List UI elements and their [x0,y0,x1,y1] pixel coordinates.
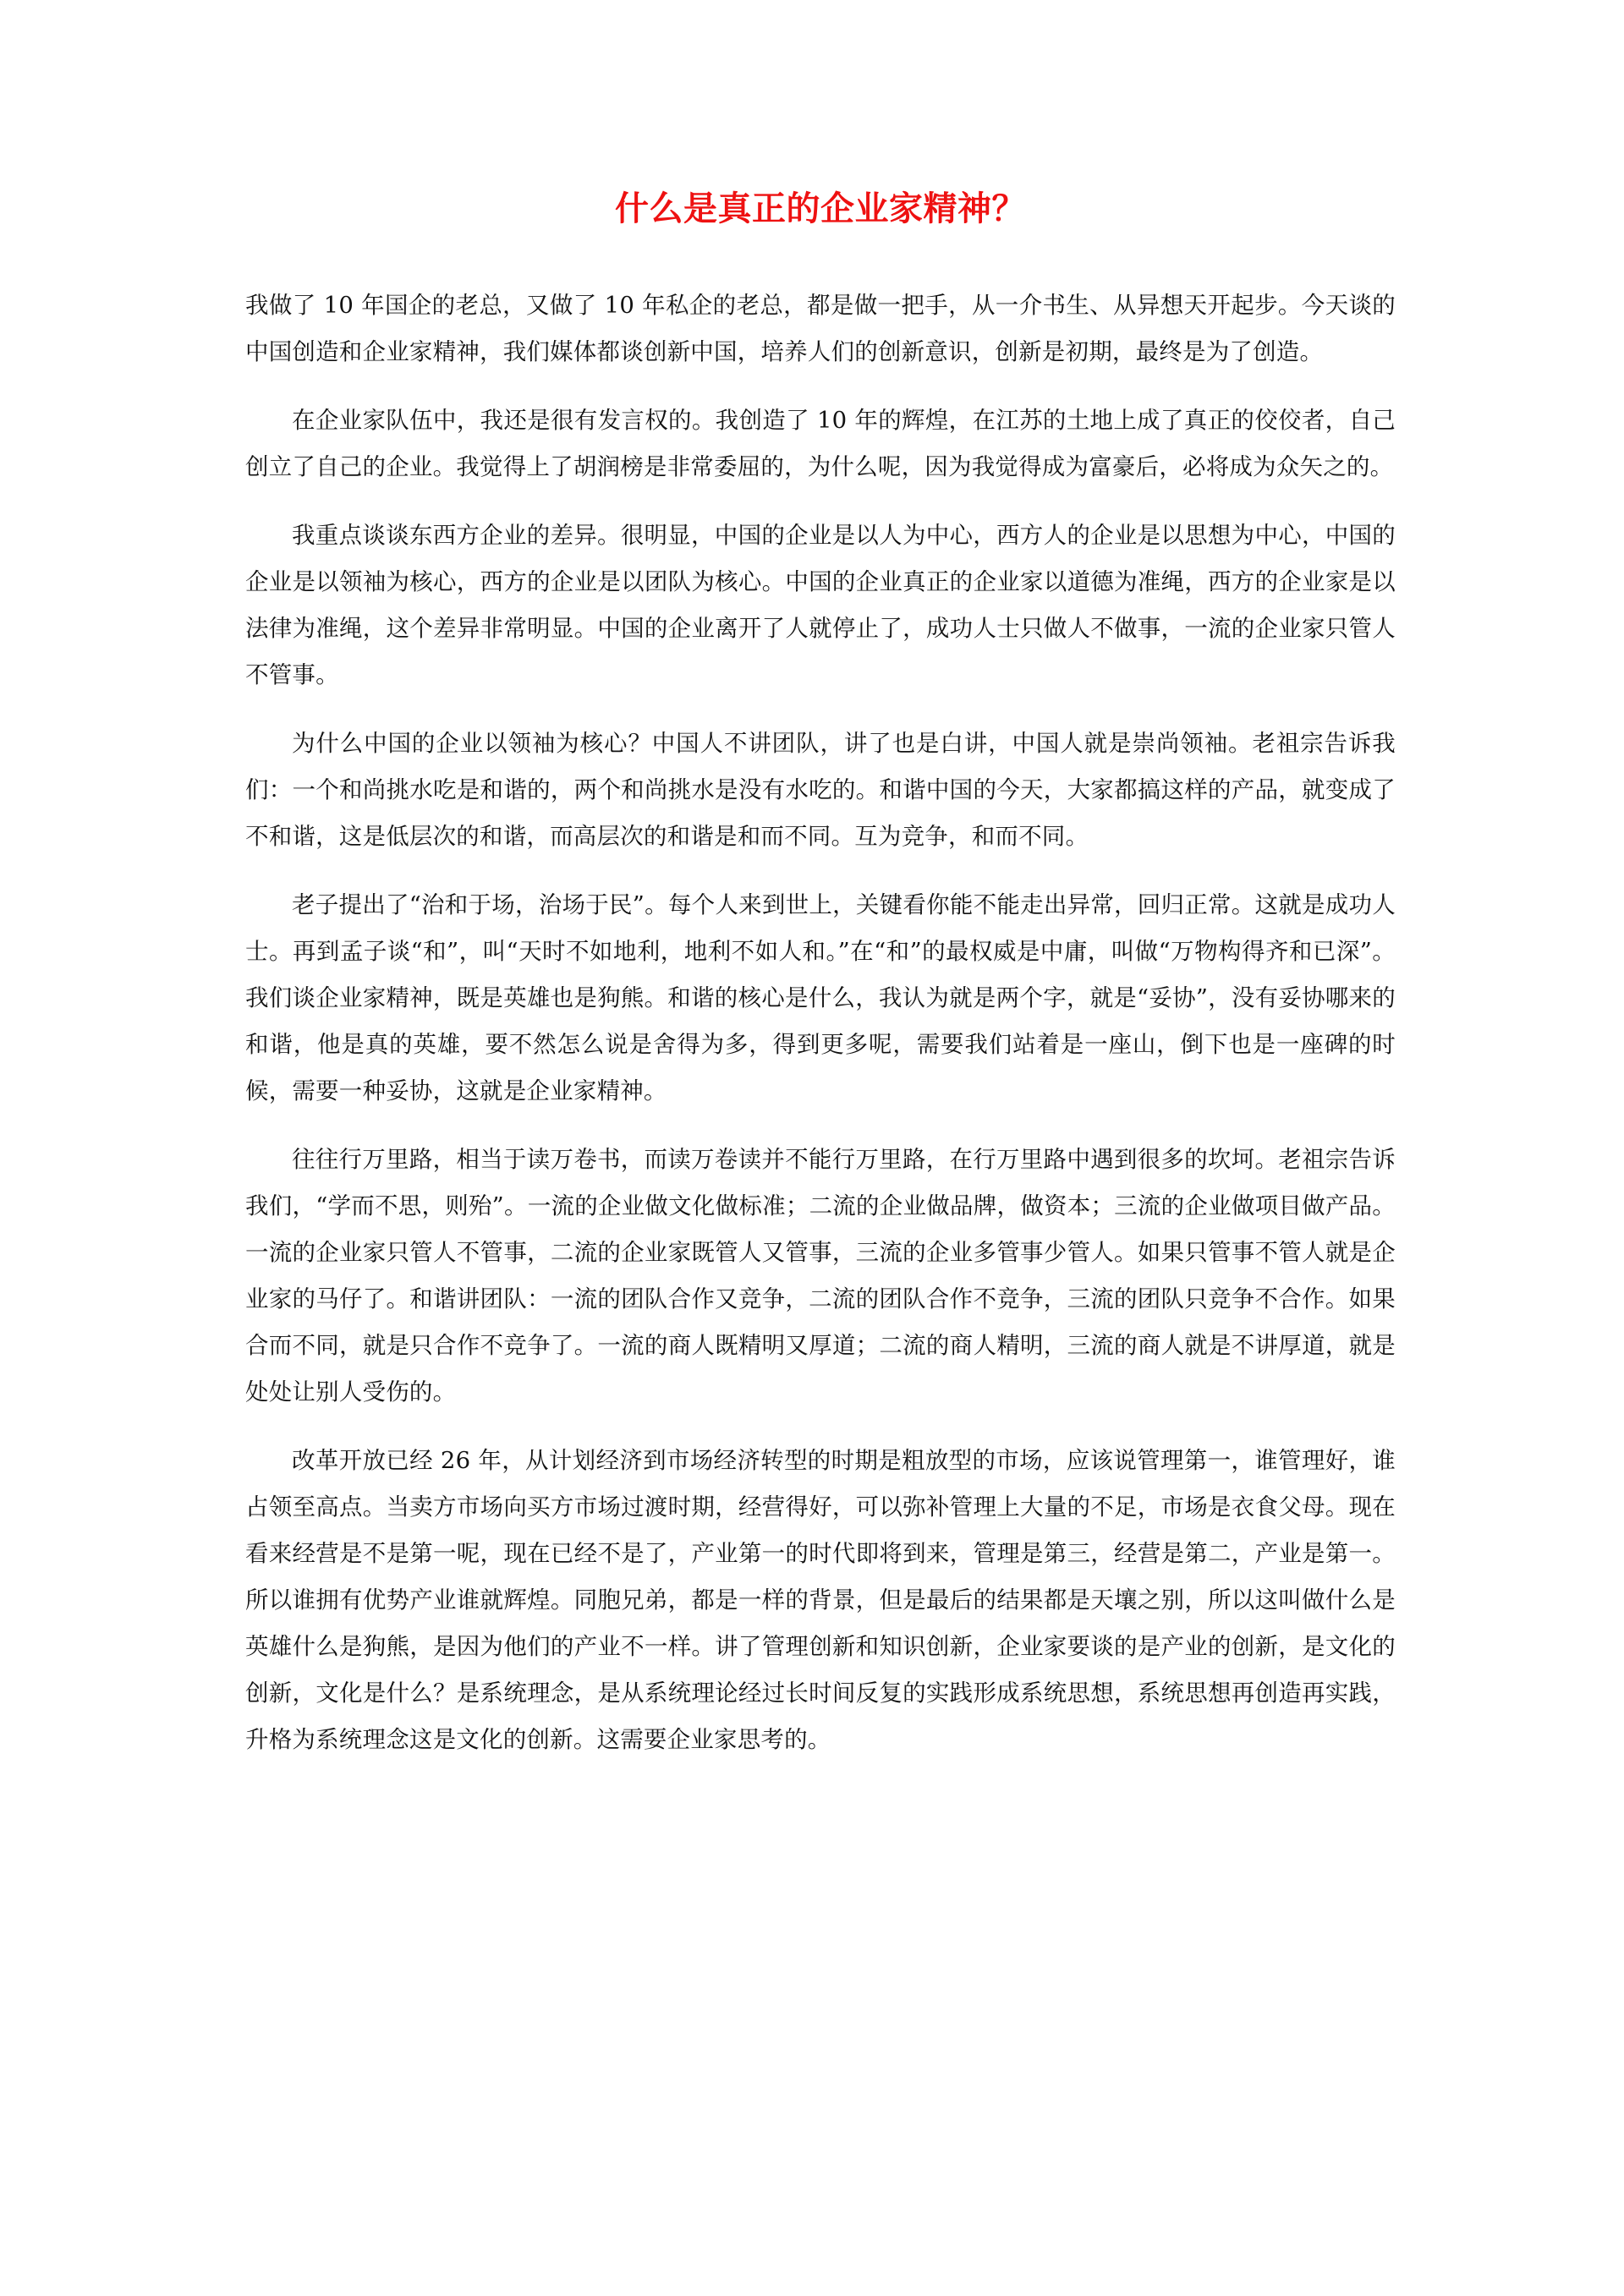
paragraph-7: 改革开放已经 26 年，从计划经济到市场经济转型的时期是粗放型的市场，应该说管理第一，谁管理好，谁占领至高点。当卖方市场向买方市场过渡时期，经营得好，可以弥补管理上大量的不足，市场是衣食父母。现在看来经营是不是第一呢，现在已经不是了，产业第一的时代即将到来，管理是第三，经营是第二，产业是第一。所以谁拥有优势产业谁就辉煌。同胞兄弟，都是一样的背景，但是最后的结果都是天壤之别，所以这叫做什么是英雄什么是狗熊，是因为他们的产业不一样。讲了管理创新和知识创新，企业家要谈的是产业的创新，是文化的创新，文化是什么？是系统理念，是从系统理论经过长时间反复的实践形成系统思想，系统思想再创造再实践，升格为系统理念这是文化的创新。这需要企业家思考的。 [245,1447,1396,1753]
paragraph-5: 老子提出了“治和于场，治场于民”。每个人来到世上，关键看你能不能走出异常，回归正常。这就是成功人士。再到孟子谈“和”，叫“天时不如地利，地利不如人和。”在“和”的最权威是中庸，叫做“万物构得齐和已深”。我们谈企业家精神，既是英雄也是狗熊。和谐的核心是什么，我认为就是两个字，就是“妥协”，没有妥协哪来的和谐，他是真的英雄，要不然怎么说是舍得为多，得到更多呢，需要我们站着是一座山，倒下也是一座碑的时候，需要一种妥协，这就是企业家精神。 [245,891,1396,1104]
paragraph-3: 我重点谈谈东西方企业的差异。很明显，中国的企业是以人为中心，西方人的企业是以思想为中心，中国的企业是以领袖为核心，西方的企业是以团队为核心。中国的企业真正的企业家以道德为准绳，西方的企业家是以法律为准绳，这个差异非常明显。中国的企业离开了人就停止了，成功人士只做人不做事，一流的企业家只管人不管事。 [245,522,1396,688]
paragraph-6: 往往行万里路，相当于读万卷书，而读万卷读并不能行万里路，在行万里路中遇到很多的坎坷。老祖宗告诉我们，“学而不思，则殆”。一流的企业做文化做标准；二流的企业做品牌，做资本；三流的企业做项目做产品。一流的企业家只管人不管事，二流的企业家既管人又管事，三流的企业多管事少管人。如果只管事不管人就是企业家的马仔了。和谐讲团队：一流的团队合作又竞争，二流的团队合作不竞争，三流的团队只竞争不合作。如果合而不同，就是只合作不竞争了。一流的商人既精明又厚道；二流的商人精明，三流的商人就是不讲厚道，就是处处让别人受伤的。 [245,1146,1396,1406]
page-title: 什么是真正的企业家精神？ [615,189,1026,228]
paragraph-1: 我做了 10 年国企的老总，又做了 10 年私企的老总，都是做一把手，从一介书生、从异想天开起步。今天谈的中国创造和企业家精神，我们媒体都谈创新中国，培养人们的创新意识，创新是初期，最终是为了创造。 [245,292,1396,365]
paragraph-4: 为什么中国的企业以领袖为核心？中国人不讲团队，讲了也是白讲，中国人就是崇尚领袖。老祖宗告诉我们：一个和尚挑水吃是和谐的，两个和尚挑水是没有水吃的。和谐中国的今天，大家都搞这样的产品，就变成了不和谐，这是低层次的和谐，而高层次的和谐是和而不同。互为竞争，和而不同。 [245,730,1396,850]
document-body [245,230,1396,1763]
paragraph-2: 在企业家队伍中，我还是很有发言权的。我创造了 10 年的辉煌，在江苏的土地上成了真正的佼佼者，自己创立了自己的企业。我觉得上了胡润榜是非常委屈的，为什么呢，因为我觉得成为富豪后，必将成为众矢之的。 [245,407,1396,480]
document-content [245,0,1396,1785]
